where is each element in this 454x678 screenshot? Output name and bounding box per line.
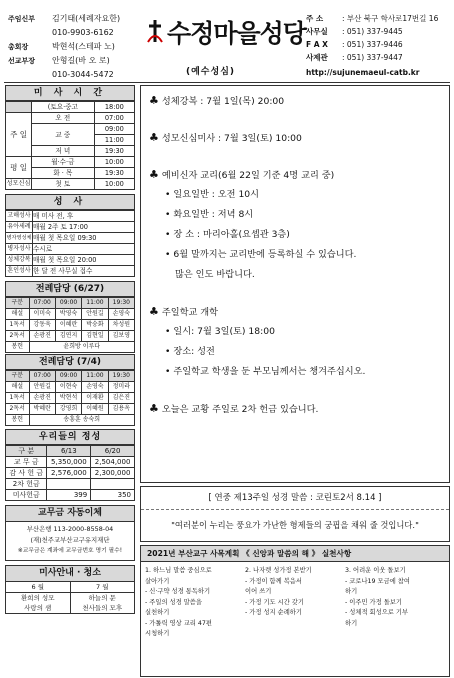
offering-heading: 우리들의 정성 bbox=[5, 429, 135, 445]
mass-time: 19:30 bbox=[94, 146, 134, 157]
missionary-box bbox=[5, 565, 135, 614]
contact-value: 안형길(바 오 로) bbox=[52, 56, 110, 65]
notice-bullet: • 화요일반 : 저녁 8시 bbox=[165, 209, 254, 220]
duty-col: 09:00 bbox=[55, 371, 81, 382]
rectory-phone: : 051) 337-9447 bbox=[342, 53, 403, 62]
notices-box bbox=[140, 85, 450, 483]
contact-phone: 010-9903-6162 bbox=[52, 28, 114, 37]
missionary-grid bbox=[6, 582, 134, 613]
plan-column: 2. 나자렛 성가정 본받기 - 가정이 함께 복음서 이어 쓰기 - 가정 기도 시간 갖기 - 가정 성지 순례하기 bbox=[245, 567, 312, 616]
missionary-col bbox=[71, 582, 135, 613]
offering-col: 6/20 bbox=[91, 446, 135, 457]
contact-value: 김기태(세례자요한) bbox=[52, 14, 121, 23]
notice-title: 주일학교 개학 bbox=[161, 307, 219, 318]
contact-label: 선교부장 bbox=[8, 57, 36, 65]
duty-cell: 이혜원 bbox=[82, 404, 108, 415]
bank-account: 부산은행 113-2000-8558-04 bbox=[26, 525, 114, 533]
rectory-label: 사제관 bbox=[306, 53, 328, 62]
sacrament-kind: 성체강복 bbox=[6, 255, 33, 266]
duty-col: 19:30 bbox=[108, 371, 134, 382]
duty-col: 11:00 bbox=[82, 371, 108, 382]
duty-cell: 손영숙 bbox=[82, 382, 108, 393]
notice-item bbox=[149, 129, 441, 148]
duty-cell: 차성원 bbox=[108, 320, 134, 331]
notice-title: 성모신심미사 : 7월 3일(토) 10:00 bbox=[161, 133, 302, 144]
contact-label: 총회장 bbox=[8, 43, 29, 51]
club-icon: ♣ bbox=[149, 305, 159, 318]
notice-title: 성체강복 : 7월 1일(목) 20:00 bbox=[161, 96, 285, 107]
duty-cell: 김용옥 bbox=[108, 404, 134, 415]
bank-heading: 교무금 자동이체 bbox=[6, 506, 134, 522]
duty2-heading: 전례담당 (7/4) bbox=[5, 354, 135, 370]
sacrament-kind: 병자성사 bbox=[6, 244, 33, 255]
offering-col: 구 분 bbox=[6, 446, 47, 457]
bank-info bbox=[6, 522, 134, 560]
scripture-box bbox=[140, 486, 450, 542]
church-logo-icon bbox=[146, 18, 164, 44]
sacrament-kind: 고해성사 bbox=[6, 211, 33, 222]
duty-cell: 김연지 bbox=[55, 331, 81, 342]
mass-day: 평 일 bbox=[6, 157, 32, 179]
bank-box bbox=[5, 505, 135, 561]
pastoral-plan-heading: 2021년 부산교구 사목계획 《 신앙과 말씀의 해 》 실천사항 bbox=[141, 546, 449, 562]
notice-bullet: • 주일학교 학생을 둔 부모님께서는 챙겨주십시오. bbox=[165, 366, 366, 377]
mass-time: 07:00 bbox=[94, 113, 134, 124]
missionary-heading: 미사안내 · 청소 bbox=[6, 566, 134, 582]
club-icon: ♣ bbox=[149, 402, 159, 415]
address-label: 주 소 bbox=[306, 14, 324, 23]
bank-owner: (재)천주교부산교구유지재단 bbox=[30, 536, 110, 544]
duty-col: 19:30 bbox=[108, 298, 134, 309]
notice-bullet: • 장소: 성전 bbox=[165, 346, 215, 357]
duty1-heading: 전례담당 (6/27) bbox=[5, 281, 135, 297]
sacrament-kind: 유아세례 bbox=[6, 222, 33, 233]
notice-tail: 많은 인도 바랍니다. bbox=[175, 269, 255, 280]
mass-time: 10:00 bbox=[94, 157, 134, 168]
sacrament-kind: 병자영성체 bbox=[6, 233, 33, 244]
mass-who: 저 녁 bbox=[32, 146, 95, 157]
fax-number: : 051) 337-9446 bbox=[342, 40, 403, 49]
contact-label: 주임신부 bbox=[8, 15, 36, 23]
header-address bbox=[306, 12, 452, 79]
duty-cell: 손광진 bbox=[29, 331, 55, 342]
duty-cell: 이재환 bbox=[82, 393, 108, 404]
missionary-col bbox=[6, 582, 71, 613]
notice-title: 오늘은 교황 주일로 2차 헌금 있습니다. bbox=[161, 404, 319, 415]
duty-cell: 김현일 bbox=[82, 331, 108, 342]
mass-time: 11:00 bbox=[94, 135, 134, 146]
mass-heading: 미 사 시 간 bbox=[5, 85, 135, 101]
offering-cell: 5,350,000 bbox=[47, 457, 91, 468]
missionary-month: 6 월 bbox=[6, 582, 70, 593]
duty1-table bbox=[5, 297, 135, 353]
offering-cell: 2차 헌금 bbox=[6, 479, 47, 490]
duty-cell: 박영숙 bbox=[55, 309, 81, 320]
church-subtitle: (예수성심) bbox=[186, 67, 236, 77]
duty-cell: 2독서 bbox=[6, 404, 30, 415]
mass-table bbox=[5, 101, 135, 190]
club-icon: ♣ bbox=[149, 131, 159, 144]
duty-col: 07:00 bbox=[29, 298, 55, 309]
duty-cell: 1독서 bbox=[6, 393, 30, 404]
offering-cell: 2,576,000 bbox=[47, 468, 91, 479]
duty-cell: 봉헌 bbox=[6, 415, 30, 426]
duty-offering: 송흥훈 송숙희 bbox=[29, 415, 134, 426]
offering-table bbox=[5, 445, 135, 501]
missionary-clean: 사랑의 샘 bbox=[24, 604, 52, 612]
duty-col: 09:00 bbox=[55, 298, 81, 309]
duty-cell: 김은진 bbox=[108, 393, 134, 404]
offering-col: 6/13 bbox=[47, 446, 91, 457]
left-column bbox=[5, 85, 135, 614]
mass-who: 첫 토 bbox=[32, 179, 95, 190]
pastoral-plan-box bbox=[140, 545, 450, 677]
church-title: 수정마을성당 bbox=[167, 19, 306, 48]
contact-value: 박현석(스테파 노) bbox=[52, 42, 115, 51]
sacrament-info: 매월 첫 목요일 20:00 bbox=[33, 255, 135, 266]
mass-who: 교 중 bbox=[32, 124, 95, 146]
sacrament-info: 한 달 전 사무실 접수 bbox=[33, 266, 135, 277]
office-label: 사무실 bbox=[306, 27, 328, 36]
scripture-quote: "여러분이 누리는 풍요가 가난한 형제들의 궁핍을 채워 줄 것입니다." bbox=[141, 509, 449, 531]
offering-cell: 감 사 헌 금 bbox=[6, 468, 47, 479]
sacrament-kind: 혼인성사 bbox=[6, 266, 33, 277]
missionary-mass: 하늘의 문 bbox=[88, 594, 116, 602]
offering-cell bbox=[91, 479, 135, 490]
duty-col: 구분 bbox=[6, 298, 30, 309]
duty-cell: 안원길 bbox=[82, 309, 108, 320]
duty-cell: 박현석 bbox=[55, 393, 81, 404]
duty2-table bbox=[5, 370, 135, 426]
sacrament-info: 매 미사 전, 후 bbox=[33, 211, 135, 222]
sacrament-info: 매월 2주 토 17:00 bbox=[33, 222, 135, 233]
sacrament-info: 수시로 bbox=[33, 244, 135, 255]
duty-cell: 이미숙 bbox=[29, 309, 55, 320]
mass-time: 19:30 bbox=[94, 168, 134, 179]
notice-item bbox=[149, 166, 441, 185]
offering-cell bbox=[47, 479, 91, 490]
duty-col: 07:00 bbox=[29, 371, 55, 382]
duty-cell: 박숭화 bbox=[82, 320, 108, 331]
mass-who: (토요·중고 bbox=[32, 102, 95, 113]
notice-bullet: • 일시: 7월 3일(토) 18:00 bbox=[165, 326, 275, 337]
mass-who: 오 전 bbox=[32, 113, 95, 124]
notice-bullet: • 6월 말까지는 교리반에 등록하실 수 있습니다. bbox=[165, 249, 357, 260]
mass-day bbox=[6, 102, 32, 113]
website-link[interactable]: http://sujunemaeul-catb.kr bbox=[306, 68, 420, 77]
club-icon: ♣ bbox=[149, 94, 159, 107]
fax-label: F A X bbox=[306, 40, 328, 49]
offering-cell: 2,300,000 bbox=[91, 468, 135, 479]
mass-time: 09:00 bbox=[94, 124, 134, 135]
club-icon: ♣ bbox=[149, 168, 159, 181]
notice-item bbox=[149, 400, 441, 419]
pastoral-plan-columns bbox=[141, 562, 449, 644]
duty-cell: 2독서 bbox=[6, 331, 30, 342]
mass-day: 주 일 bbox=[6, 113, 32, 157]
missionary-month: 7 월 bbox=[71, 582, 135, 593]
notice-title: 예비신자 교리(6월 22일 기준 4명 교리 중) bbox=[161, 170, 335, 181]
duty-col: 구분 bbox=[6, 371, 30, 382]
duty-cell: 안원길 bbox=[29, 382, 55, 393]
plan-column: 3. 어려운 이웃 돌보기 - 코로나19 모금에 참여 하기 - 이주민 가정 돌보기 - 성체적 회성으로 기부 하기 bbox=[345, 567, 410, 627]
sacrament-info: 매월 첫 목요일 09:30 bbox=[33, 233, 135, 244]
header-divider bbox=[4, 82, 450, 83]
notice-item bbox=[149, 303, 441, 322]
notice-item bbox=[149, 92, 441, 111]
sacraments-heading: 성 사 bbox=[5, 194, 135, 210]
contact-phone: 010-3044-5472 bbox=[52, 70, 114, 79]
bank-note: ※교무금은 계좌에 교무금번호 명기 필수! bbox=[17, 548, 123, 554]
address-value: : 부산 북구 학사로17번길 16 bbox=[342, 14, 439, 23]
plan-column: 1. 하느님 말씀 중심으로 살아가기 - 신·구약 성경 통독하기 - 주일의 성경 말씀을 실천하기 - 가톨릭 영상 교리 47편 시청하기 bbox=[145, 567, 212, 637]
office-phone: : 051) 337-9445 bbox=[342, 27, 403, 36]
scripture-heading: [ 연중 제13주일 성경 말씀 : 코린토2서 8.14 ] bbox=[208, 493, 382, 503]
duty-cell: 해설 bbox=[6, 309, 30, 320]
offering-cell: 399 bbox=[47, 490, 91, 501]
missionary-mass: 환희의 성모 bbox=[21, 594, 55, 602]
duty-cell: 봉헌 bbox=[6, 342, 30, 353]
duty-cell: 1독서 bbox=[6, 320, 30, 331]
mass-day: 성모신심 bbox=[6, 179, 32, 190]
duty-cell: 손광진 bbox=[29, 393, 55, 404]
duty-cell: 이혜란 bbox=[55, 320, 81, 331]
duty-cell: 정미라 bbox=[108, 382, 134, 393]
duty-offering: 윤희방 이루다 bbox=[29, 342, 134, 353]
mass-time: 10:00 bbox=[94, 179, 134, 190]
duty-cell: 이현숙 bbox=[55, 382, 81, 393]
mass-time: 18:00 bbox=[94, 102, 134, 113]
missionary-clean: 천사들의 모후 bbox=[82, 604, 123, 612]
offering-cell: 미사헌금 bbox=[6, 490, 47, 501]
duty-cell: 박혜란 bbox=[29, 404, 55, 415]
offering-cell: 350 bbox=[91, 490, 135, 501]
offering-cell: 2,504,000 bbox=[91, 457, 135, 468]
offering-cell: 교 무 금 bbox=[6, 457, 47, 468]
header-contacts bbox=[8, 12, 144, 82]
duty-cell: 해설 bbox=[6, 382, 30, 393]
mass-who: 월·수·금 bbox=[32, 157, 95, 168]
notice-bullet: • 장 소 : 마리아홀(요셉관 3층) bbox=[165, 229, 290, 240]
duty-cell: 김보영 bbox=[108, 331, 134, 342]
duty-cell: 손영숙 bbox=[108, 309, 134, 320]
mass-who: 화 · 목 bbox=[32, 168, 95, 179]
duty-col: 11:00 bbox=[82, 298, 108, 309]
sacraments-table bbox=[5, 210, 135, 277]
duty-cell: 강영희 bbox=[55, 404, 81, 415]
duty-cell: 강동욱 bbox=[29, 320, 55, 331]
notice-bullet: • 일요일반 : 오전 10시 bbox=[165, 189, 260, 200]
